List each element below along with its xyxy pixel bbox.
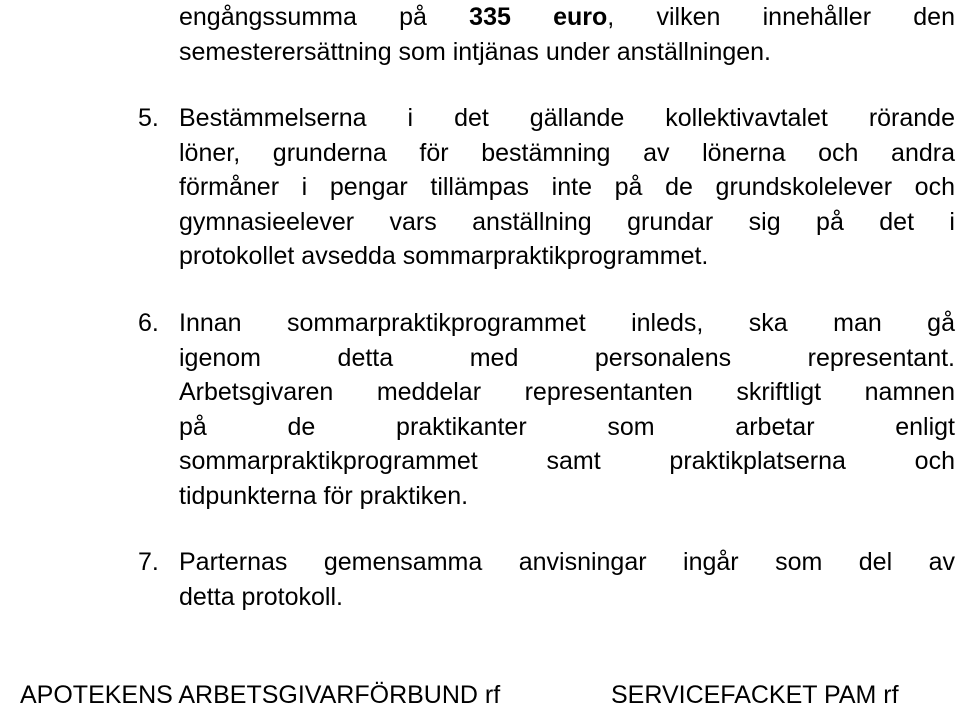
item-6-line-5: sommarpraktikprogrammet samt praktikplatserna och	[179, 447, 955, 475]
item-7-line-1: Parternas gemensamma anvisningar ingår som del av	[179, 548, 955, 576]
item-6-line-3: Arbetsgivaren meddelar representanten skriftligt namnen	[179, 378, 955, 406]
item-number-7: 7.	[138, 548, 159, 576]
intro-line-2: semesterersättning som intjänas under anställningen.	[179, 37, 772, 66]
intro-line-1: engångssumma på 335 euro, vilken innehåller den	[179, 3, 955, 31]
item-5-paragraph	[179, 101, 955, 274]
footer-left-party: APOTEKENS ARBETSGIVARFÖRBUND rf	[20, 681, 501, 709]
item-5-line-1: Bestämmelserna i det gällande kollektivavtalet rörande	[179, 104, 955, 132]
item-6-paragraph	[179, 306, 955, 513]
item-5-line-5: protokollet avsedda sommarpraktikprogrammet.	[179, 242, 709, 270]
item-5-line-3: förmåner i pengar tillämpas inte på de grundskolelever och	[179, 173, 955, 201]
item-7-paragraph	[179, 545, 955, 614]
item-6-line-6: tidpunkterna för praktiken.	[179, 481, 469, 510]
item-5-line-2: löner, grunderna för bestämning av lönerna och andra	[179, 138, 955, 167]
item-number-5: 5.	[138, 104, 159, 132]
item-7-line-2: detta protokoll.	[179, 582, 343, 611]
item-number-6: 6.	[138, 309, 159, 337]
footer-right-party: SERVICEFACKET PAM rf	[611, 681, 899, 709]
item-6-line-4: på de praktikanter som arbetar enligt	[179, 412, 955, 441]
amount: 335 euro	[469, 3, 608, 31]
item-6-line-1: Innan sommarpraktikprogrammet inleds, ska man gå	[179, 309, 955, 337]
intro-paragraph	[179, 0, 955, 69]
item-5-line-4: gymnasieelever vars anställning grundar sig på det i	[179, 207, 955, 236]
item-6-line-2: igenom detta med personalens representant.	[179, 343, 955, 372]
